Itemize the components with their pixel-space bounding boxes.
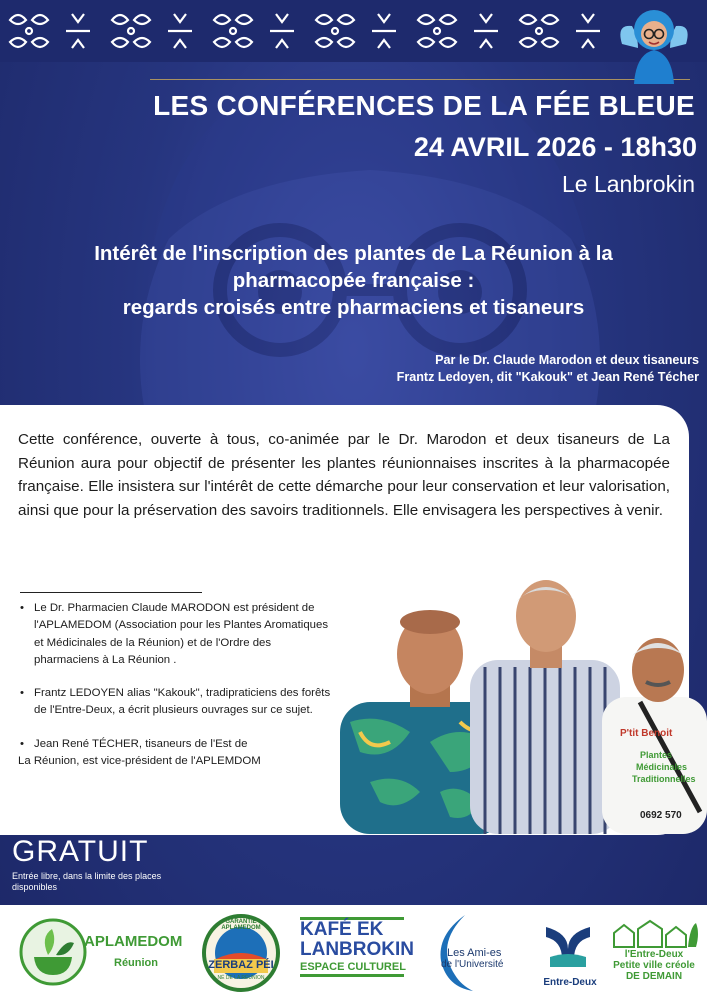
free-entry-label: GRATUIT [12, 835, 149, 868]
bullet-icon: • [20, 737, 24, 750]
kafe-ek-lanbrokin-logo [300, 917, 414, 989]
kafe-line-3: ESPACE CULTUREL [300, 961, 406, 973]
mortar-leaf-icon [18, 917, 88, 987]
bio-marodon [18, 600, 338, 669]
entre-deux-emblem-icon [540, 917, 596, 973]
subject-line-1: Intérêt de l'inscription des plantes de La Réunion à la [94, 242, 613, 265]
conference-subject [0, 240, 707, 321]
entre-deux-label: Entre-Deux [543, 977, 597, 988]
bio-text: Frantz LEDOYEN alias "Kakouk", tradipraticiens des forêts de l'Entre-Deux, a écrit plusieurs ouvrages sur ce sujet. [34, 687, 331, 717]
intro-paragraph: Cette conférence, ouverte à tous, co-animée par le Dr. Marodon et deux tisaneurs de La Réunion aura pour objectif de présenter les plantes réunionnaises inscrites à la pharmacopée française. Elle insistera sur l'intérêt de cette démarche pour leur conservation et leur valorisation, ainsi que pour la préservation des savoirs traditionnels. Elle envisagera les perspectives à venir. [18, 431, 670, 519]
shirt-text-3: Médicinales [636, 762, 688, 772]
shirt-phone: 0692 570 [640, 810, 682, 821]
event-date-time: 24 AVRIL 2026 - 18h30 [413, 132, 697, 162]
amis-line-1: Les Ami-es [447, 947, 502, 959]
speakers-credit [179, 352, 699, 386]
aplamedom-logo [18, 917, 188, 987]
bio-text-line-2: La Réunion, est vice-président de l'APLEMDOM [18, 755, 261, 768]
kafe-line-1: KAFÉ EK [300, 919, 384, 940]
event-venue: Le Lanbrokin [562, 171, 695, 197]
bullet-icon: • [20, 687, 24, 700]
partner-logos-band [0, 905, 707, 1000]
amis-universite-logo [435, 913, 525, 995]
speaker-right [602, 638, 707, 834]
speaker-bios [18, 600, 338, 786]
aplamedom-name: APLAMEDOM [84, 933, 183, 950]
conference-series-title: LES CONFÉRENCES DE LA FÉE BLEUE [153, 90, 695, 121]
subject-line-3: regards croisés entre pharmaciens et tisaneurs [122, 296, 585, 319]
amis-line-2: de l'Université [441, 959, 504, 970]
petite-line-2: Petite ville créole [613, 960, 695, 971]
shirt-text-2: Plantes [640, 750, 673, 760]
authors-line-2: Frantz Ledoyen, dit "Kakouk" et Jean René Técher [396, 370, 699, 384]
petite-line-3: DE DEMAIN [625, 971, 683, 982]
zerbaz-top: GARANTIE APLAMEDOM [221, 919, 261, 931]
bullet-icon: • [20, 602, 24, 614]
bio-text-line-1: Jean René TÉCHER, tisaneurs de l'Est de [34, 737, 248, 750]
zerbaz-sub: NÉ DE LA RÉUNION [217, 975, 265, 981]
shirt-text-1: P'tit Benoit [620, 728, 673, 739]
blue-fairy-avatar-icon [618, 4, 690, 84]
decorative-pattern-band [0, 0, 707, 62]
shirt-text-4: Traditionnelles [632, 774, 696, 784]
kafe-line-2: LANBROKIN [300, 939, 414, 960]
bullets-separator [20, 592, 202, 593]
bio-ledoyen [18, 685, 338, 720]
speakers-photo [340, 572, 707, 834]
aplamedom-sub: Réunion [114, 957, 158, 969]
subject-line-2: pharmacopée française : [232, 269, 475, 292]
bio-text: Le Dr. Pharmacien Claude MARODON est président de l'APLAMEDOM (Association pour les Plantes Aromatiques et Médicinales de la Réunion) et de l'Ordre des pharmaciens à La Réunion . [34, 602, 329, 666]
authors-line-1: Par le Dr. Claude Marodon et deux tisaneurs [435, 353, 699, 367]
zerbaz-name: ZERBAZ PÉI [208, 959, 274, 971]
header-gold-line [150, 79, 690, 80]
petite-line-1: l'Entre-Deux [624, 949, 684, 960]
petite-ville-creole-logo [604, 919, 704, 995]
bio-techer [18, 736, 338, 771]
speaker-middle [470, 580, 620, 834]
entre-deux-logo [540, 917, 600, 993]
free-entry-note: Entrée libre, dans la limite des places disponibles [12, 871, 162, 892]
zerbaz-pei-logo [200, 913, 282, 993]
houses-icon [604, 919, 704, 949]
